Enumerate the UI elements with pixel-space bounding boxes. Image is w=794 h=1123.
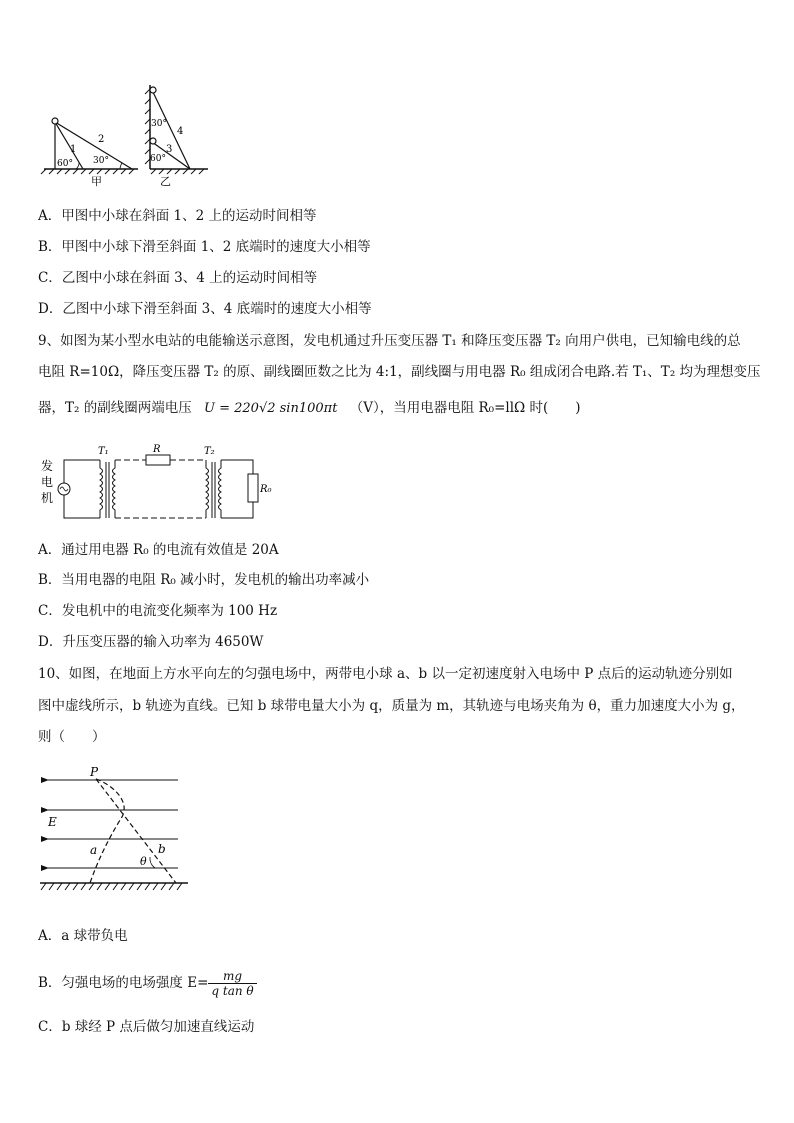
figure-yi — [145, 85, 208, 188]
figure-jia — [41, 118, 138, 188]
q10-stem-line-3: 则（ ） — [38, 729, 106, 745]
q10-field-figure — [38, 765, 198, 895]
r-label: R — [153, 444, 161, 455]
yi-label-4: 4 — [177, 126, 184, 137]
jia-angle-30: 30° — [93, 156, 109, 166]
q10-stem-line-2: 图中虚线所示，b 轨迹为直线。已知 b 球带电量大小为 q，质量为 m，其轨迹与电场夹角为 θ，重力加速度大小为 g， — [38, 698, 745, 714]
generator-label-1: 发 — [41, 459, 54, 473]
generator-label-2: 电 — [41, 475, 54, 489]
r0-label: R₀ — [260, 484, 272, 495]
yi-label-3: 3 — [166, 144, 173, 155]
ball-a-label: a — [90, 843, 98, 857]
q8-option-a: A．甲图中小球在斜面 1、2 上的运动时间相等 — [38, 208, 317, 224]
point-p-label: P — [90, 765, 99, 779]
q9-stem-3b: （V），当用电器电阻 R₀=llΩ 时( ) — [349, 400, 581, 416]
line-resistor-r — [146, 455, 170, 465]
q9-stem-3a: 器，T₂ 的副线圈两端电压 — [38, 400, 192, 416]
yi-angle-60: 60° — [150, 154, 166, 164]
fraction-denominator: q tan θ — [211, 984, 254, 998]
q8-figure — [38, 84, 218, 194]
q10-option-b-prefix: B．匀强电场的电场强度 E= — [38, 975, 209, 991]
q10-option-b-fraction — [208, 969, 256, 998]
fraction-numerator: mg — [208, 969, 256, 984]
q10-option-b — [38, 966, 257, 1000]
q9-option-a: A．通过用电器 R₀ 的电流有效值是 20A — [38, 542, 279, 558]
q10-stem-line-1: 10、如图，在地面上方水平向左的匀强电场中，两带电小球 a、b 以一定初速度射入电场中 P 点后的运动轨迹分别如 — [38, 666, 733, 682]
q8-option-d: D．乙图中小球下滑至斜面 3、4 底端时的速度大小相等 — [38, 301, 372, 317]
jia-label-1: 1 — [70, 144, 77, 155]
load-resistor-r0 — [248, 474, 258, 502]
ball-b-label: b — [158, 842, 166, 856]
generator-label-3: 机 — [41, 491, 54, 505]
trajectory-a — [90, 779, 124, 883]
q8-option-c: C．乙图中小球在斜面 3、4 上的运动时间相等 — [38, 270, 318, 286]
q10-option-c: C．b 球经 P 点后做匀加速直线运动 — [38, 1019, 255, 1035]
jia-label-2: 2 — [98, 134, 105, 145]
q9-circuit-figure — [38, 440, 288, 525]
q10-option-a: A．a 球带负电 — [38, 928, 128, 944]
yi-caption: 乙 — [160, 175, 171, 188]
q9-option-c: C．发电机中的电流变化频率为 100 Hz — [38, 603, 278, 619]
t2-label: T₂ — [204, 446, 215, 457]
trajectory-b — [96, 779, 176, 883]
jia-caption: 甲 — [91, 175, 102, 188]
q8-option-b: B．甲图中小球下滑至斜面 1、2 底端时的速度大小相等 — [38, 239, 371, 255]
theta-label: θ — [140, 855, 147, 868]
q9-voltage-formula: U = 220√2 sin100πt — [204, 401, 338, 416]
yi-angle-30: 30° — [151, 119, 167, 129]
q9-stem-line-2: 电阻 R=10Ω，降压变压器 T₂ 的原、副线圈匝数之比为 4:1，副线圈与用电器 R₀ 组成闭合电路.若 T₁、T₂ 均为理想变压 — [38, 364, 761, 380]
q9-stem-line-3 — [38, 398, 581, 419]
t1-label: T₁ — [98, 446, 109, 457]
q9-option-d: D．升压变压器的输入功率为 4650W — [38, 634, 264, 650]
q9-option-b: B．当用电器的电阻 R₀ 减小时，发电机的输出功率减小 — [38, 572, 370, 588]
jia-angle-60: 60° — [57, 159, 73, 169]
q9-stem-line-1: 9、如图为某小型水电站的电能输送示意图，发电机通过升压变压器 T₁ 和降压变压器 T₂ 向用户供电，已知输电线的总 — [38, 333, 741, 349]
field-e-label: E — [48, 815, 57, 829]
